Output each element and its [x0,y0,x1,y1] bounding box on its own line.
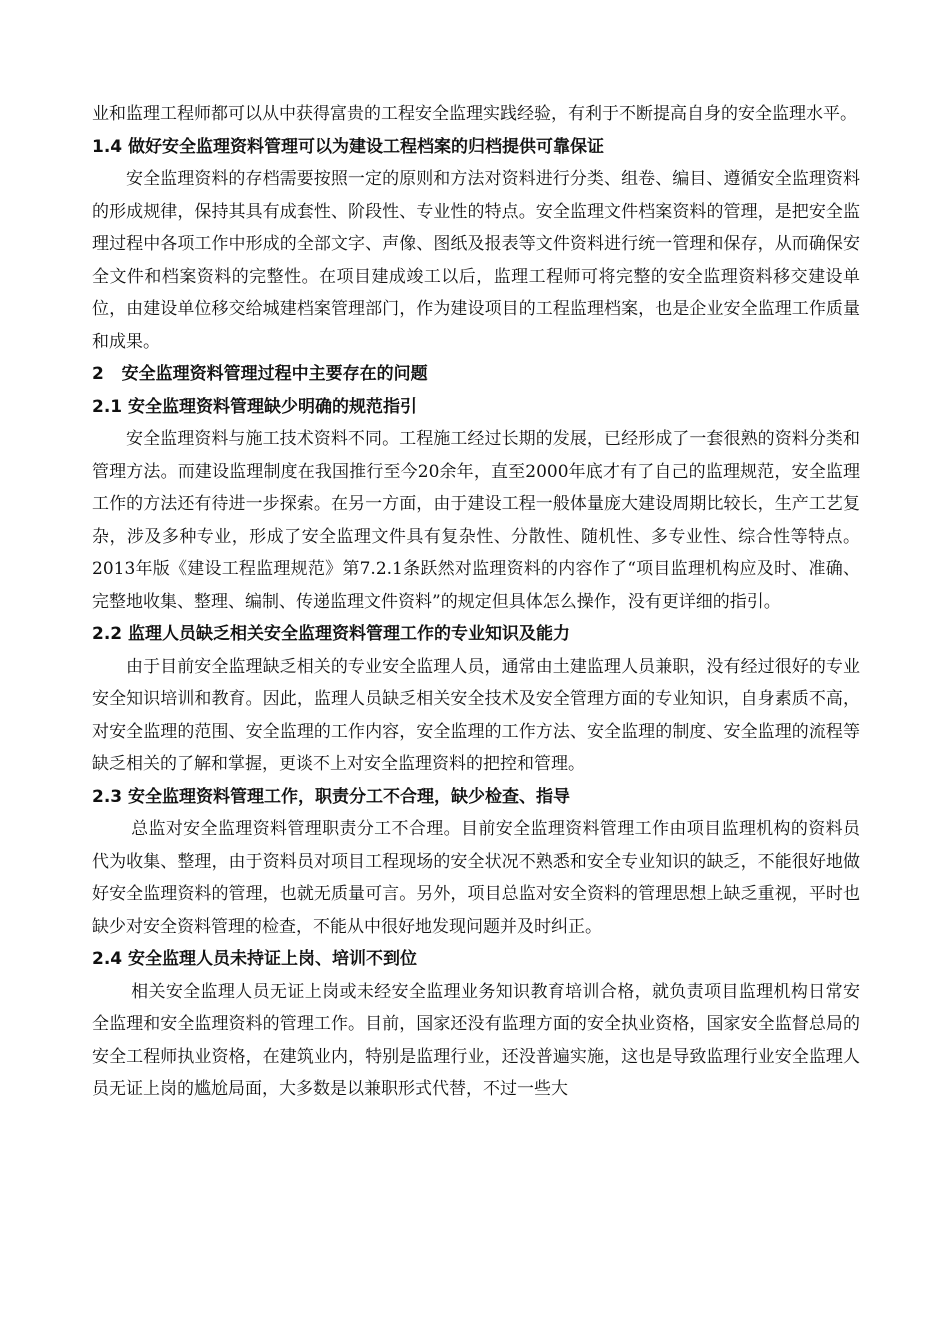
paragraph-1-4: 安全监理资料的存档需要按照一定的原则和方法对资料进行分类、组卷、编目、遵循安全监理资料的形成规律，保持其具有成套性、阶段性、专业性的特点。安全监理文件档案资料的管理，是把安全监理过程中各项工作中形成的全部文字、声像、图纸及报表等文件资料进行统一管理和保存，从而确保安全文件和档案资料的完整性。在项目建成竣工以后，监理工程师可将完整的安全监理资料移交建设单位，由建设单位移交给城建档案管理部门，作为建设项目的工程监理档案，也是企业安全监理工作质量和成果。 [92,169,860,352]
paragraph-2-1: 安全监理资料与施工技术资料不同。工程施工经过长期的发展，已经形成了一套很熟的资料分类和管理方法。而建设监理制度在我国推行至今20余年，直至2000年底才有了自己的监理规范，安全监理工作的方法还有待进一步探索。在另一方面，由于建设工程一般体量庞大建设周期比较长，生产工艺复杂，涉及多种专业，形成了安全监理文件具有复杂性、分散性、随机性、多专业性、综合性等特点。2013年版《建设工程监理规范》第7.2.1条跃然对监理资料的内容作了“项目监理机构应及时、准确、完整地收集、整理、编制、传递监理文件资料”的规定但具体怎么操作，没有更详细的指引。 [92,429,860,612]
paragraph-continued: 业和监理工程师都可以从中获得富贵的工程安全监理实践经验，有利于不断提高自身的安全监理水平。 [92,104,857,124]
section-heading-2-2: 2.2 监理人员缺乏相关安全监理资料管理工作的专业知识及能力 [92,624,571,644]
paragraph-2-4: 相关安全监理人员无证上岗或未经安全监理业务知识教育培训合格，就负责项目监理机构日常安全监理和安全监理资料的管理工作。目前，国家还没有监理方面的安全执业资格，国家安全监督总局的安全工程师执业资格，在建筑业内，特别是监理行业，还没普遍实施，这也是导致监理行业安全监理人员无证上岗的尴尬局面，大多数是以兼职形式代替，不过一些大 [92,981,860,1099]
paragraph-2-3: 总监对安全监理资料管理职责分工不合理。目前安全监理资料管理工作由项目监理机构的资料员代为收集、整理，由于资料员对项目工程现场的安全状况不熟悉和安全专业知识的缺乏，不能很好地做好安全监理资料的管理，也就无质量可言。另外，项目总监对安全资料的管理思想上缺乏重视，平时也缺少对安全资料管理的检查，不能从中很好地发现问题并及时纠正。 [92,819,860,937]
paragraph-2-2: 由于目前安全监理缺乏相关的专业安全监理人员，通常由土建监理人员兼职，没有经过很好的专业安全知识培训和教育。因此，监理人员缺乏相关安全技术及安全管理方面的专业知识，自身素质不高，对安全监理的范围、安全监理的工作内容，安全监理的工作方法、安全监理的制度、安全监理的流程等缺乏相关的了解和掌握，更谈不上对安全监理资料的把控和管理。 [92,656,860,774]
section-heading-1-4: 1.4 做好安全监理资料管理可以为建设工程档案的归档提供可靠保证 [92,136,605,157]
section-heading-2-1: 2.1 安全监理资料管理缺少明确的规范指引 [92,396,418,417]
document-page [92,98,860,1106]
section-heading-2: 2 安全监理资料管理过程中主要存在的问题 [92,364,428,384]
section-heading-2-4: 2.4 安全监理人员未持证上岗、培训不到位 [92,949,418,969]
section-heading-2-3: 2.3 安全监理资料管理工作，职责分工不合理，缺少检查、指导 [92,786,571,807]
